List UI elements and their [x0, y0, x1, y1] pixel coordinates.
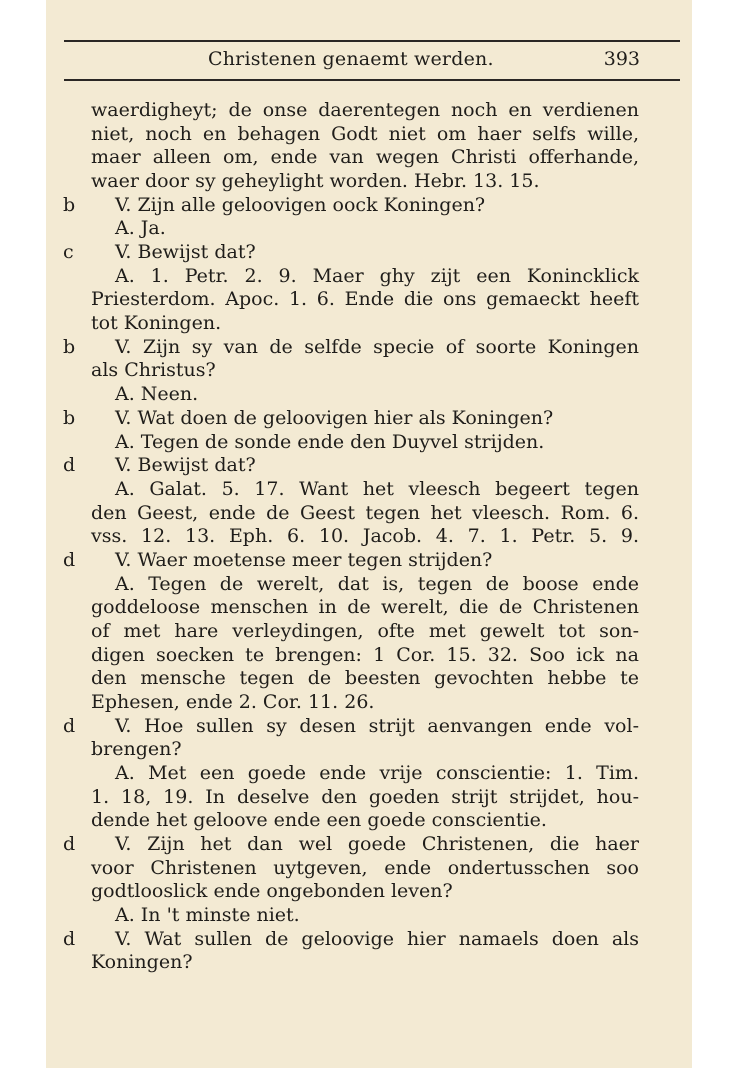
margin-letter: d — [63, 454, 76, 477]
text-line — [46, 643, 692, 667]
line-text: vss. 12. 13. Eph. 6. 10. Jacob. 4. 7. 1. Petr. 5. 9. — [91, 525, 639, 548]
line-text: dende het geloove ende een goede conscientie. — [91, 809, 547, 832]
margin-letter: d — [63, 548, 76, 571]
margin-letter: d — [63, 833, 76, 856]
line-text: A. Neen. — [115, 383, 199, 406]
text-line — [46, 358, 692, 382]
line-text: niet, noch en behagen Godt niet om haer selfs wille, — [91, 122, 639, 145]
text-line — [46, 808, 692, 832]
line-text: V. Zijn het dan wel goede Christenen, die haer — [115, 833, 639, 856]
text-line — [46, 264, 692, 288]
text-line — [46, 216, 692, 240]
text-line — [46, 856, 692, 880]
line-text: A. 1. Petr. 2. 9. Maer ghy zijt een Konincklick — [115, 264, 639, 287]
line-text: goddeloose menschen in de werelt, die de Christenen — [91, 596, 639, 619]
line-text: V. Wat doen de geloovigen hier als Koningen? — [115, 406, 554, 429]
book-page — [46, 0, 692, 1068]
line-text: als Christus? — [91, 359, 216, 382]
line-text: of met hare verleydingen, ofte met gewelt tot son- — [91, 619, 639, 642]
line-text: V. Bewijst dat? — [115, 241, 256, 264]
line-text: brengen? — [91, 738, 182, 761]
text-line — [46, 430, 692, 454]
text-line — [46, 335, 692, 359]
text-line — [46, 548, 692, 572]
text-line — [46, 169, 692, 193]
line-text: digen soecken te brengen: 1 Cor. 15. 32. Soo ick na — [91, 643, 639, 666]
line-text: A. Galat. 5. 17. Want het vleesch begeert tegen — [115, 477, 639, 500]
header-rule-top — [64, 40, 680, 42]
text-line — [46, 761, 692, 785]
margin-letter: d — [63, 927, 76, 950]
line-text: Ephesen, ende 2. Cor. 11. 26. — [91, 691, 375, 713]
text-line — [46, 453, 692, 477]
header-rule-bottom — [64, 79, 680, 81]
text-line — [46, 595, 692, 619]
margin-letter: d — [63, 714, 76, 737]
text-line — [46, 524, 692, 548]
line-text: V. Waer moetense meer tegen strijden? — [115, 548, 493, 571]
text-line — [46, 879, 692, 903]
text-line — [46, 287, 692, 311]
margin-letter: b — [63, 406, 76, 429]
line-text: waerdigheyt; de onse daerentegen noch en verdienen — [91, 99, 639, 121]
margin-letter: c — [63, 241, 74, 264]
line-text: maer alleen om, ende van wegen Christi offerhande, — [91, 146, 639, 169]
line-text: Koningen? — [91, 951, 193, 974]
text-line — [46, 240, 692, 264]
line-text: V. Zijn alle geloovigen oock Koningen? — [115, 193, 486, 216]
line-text: V. Wat sullen de geloovige hier namaels doen als — [115, 927, 639, 950]
text-line — [46, 122, 692, 146]
text-line — [46, 785, 692, 809]
text-line — [46, 572, 692, 596]
text-line — [46, 98, 692, 122]
text-line — [46, 832, 692, 856]
line-text: A. Tegen de sonde ende den Duyvel strijden. — [115, 430, 545, 453]
text-line — [46, 714, 692, 738]
line-text: V. Hoe sullen sy desen strijt aenvangen ende vol- — [115, 714, 639, 737]
text-line — [46, 619, 692, 643]
text-line — [46, 406, 692, 430]
text-line — [46, 193, 692, 217]
line-text: Priesterdom. Apoc. 1. 6. Ende die ons gemaeckt heeft — [91, 288, 639, 311]
line-text: V. Bewijst dat? — [115, 454, 256, 477]
text-line — [46, 501, 692, 525]
line-text: A. Met een goede ende vrije conscientie: 1. Tim. — [115, 762, 639, 785]
line-text: A. Ja. — [115, 217, 166, 240]
line-text: V. Zijn sy van de selfde specie of soorte Koningen — [115, 335, 639, 358]
text-line — [46, 145, 692, 169]
text-line — [46, 903, 692, 927]
page-number: 393 — [603, 48, 640, 70]
line-text: waer door sy geheylight worden. Hebr. 13. 15. — [91, 170, 540, 193]
margin-letter: b — [63, 193, 76, 216]
line-text: den Geest, ende de Geest tegen het vleesch. Rom. 6. — [91, 501, 639, 524]
text-line — [46, 950, 692, 974]
running-header-title: Christenen genaemt werden. — [208, 48, 494, 70]
line-text: godtlooslick ende ongebonden leven? — [91, 880, 453, 903]
line-text: tot Koningen. — [91, 312, 222, 335]
line-text: 1. 18, 19. In deselve den goeden strijt strijdet, hou- — [91, 785, 639, 808]
margin-letter: b — [63, 335, 76, 358]
text-line — [46, 927, 692, 951]
line-text: A. In 't minste niet. — [115, 904, 300, 927]
text-line — [46, 666, 692, 690]
line-text: den mensche tegen de beesten gevochten hebbe te — [91, 667, 639, 690]
text-line — [46, 311, 692, 335]
text-line — [46, 737, 692, 761]
line-text: A. Tegen de werelt, dat is, tegen de boose ende — [115, 572, 639, 595]
line-text: voor Christenen uytgeven, ende ondertusschen soo — [91, 856, 639, 879]
text-line — [46, 477, 692, 501]
text-line — [46, 690, 692, 714]
text-line — [46, 382, 692, 406]
